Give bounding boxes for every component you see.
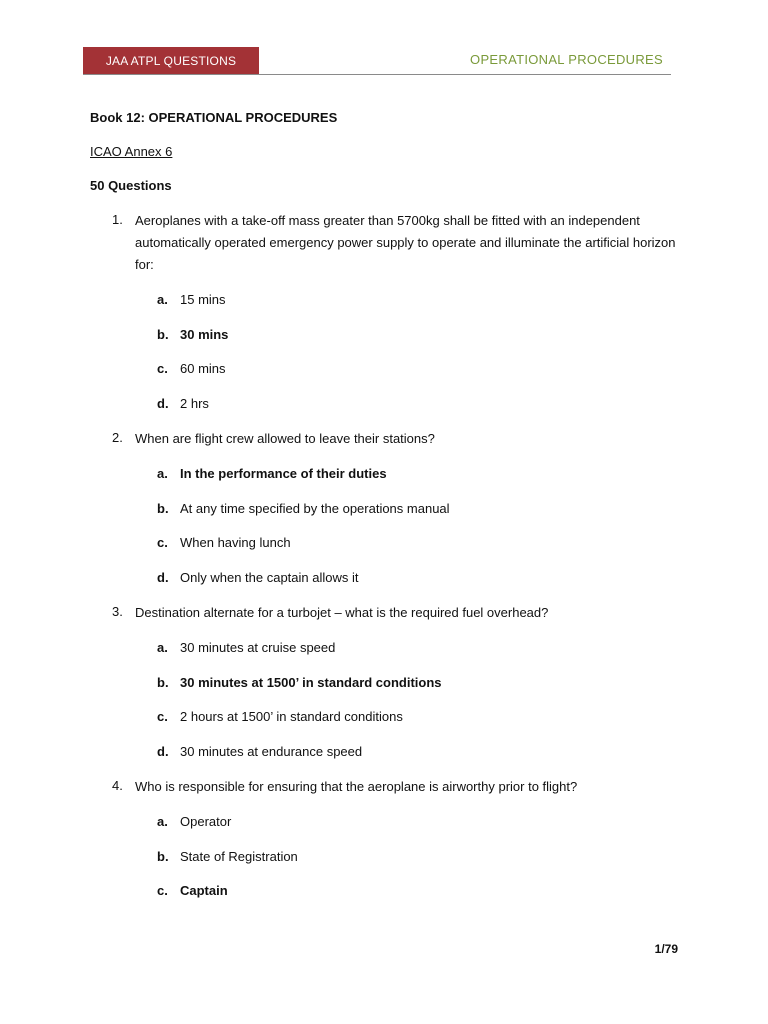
answer-options (135, 290, 690, 414)
option-text: Only when the captain allows it (180, 569, 359, 585)
answer-option (135, 881, 690, 901)
header-divider (83, 74, 671, 75)
answer-option (135, 673, 690, 693)
answer-options (135, 812, 690, 901)
question-text: When are flight crew allowed to leave their stations? (135, 431, 435, 446)
header-right-title: OPERATIONAL PROCEDURES (470, 52, 663, 67)
option-text: In the performance of their duties (180, 466, 387, 481)
question-number: 2. (112, 430, 123, 445)
answer-options (135, 464, 690, 588)
option-text: Captain (180, 883, 228, 898)
answer-option (135, 499, 690, 519)
option-letter: b. (157, 500, 169, 516)
answer-option (135, 394, 690, 414)
book-title: Book 12: OPERATIONAL PROCEDURES (90, 110, 338, 125)
question-item (90, 210, 690, 414)
option-text: 60 mins (180, 361, 226, 376)
header-tab (83, 47, 259, 74)
question-count: 50 Questions (90, 178, 172, 193)
option-letter: a. (157, 814, 168, 829)
option-letter: a. (157, 466, 168, 481)
option-letter: d. (157, 743, 169, 759)
page-number: 1/79 (654, 942, 678, 956)
question-text: Who is responsible for ensuring that the aeroplane is airworthy prior to flight? (135, 779, 578, 794)
answer-option (135, 533, 690, 553)
answer-options (135, 638, 690, 762)
answer-option (135, 707, 690, 727)
question-number: 1. (112, 212, 123, 227)
answer-option (135, 359, 690, 379)
answer-option (135, 812, 690, 832)
option-letter: c. (157, 361, 168, 376)
option-text: When having lunch (180, 535, 291, 550)
option-letter: b. (157, 326, 169, 342)
section-title: ICAO Annex 6 (90, 144, 173, 159)
answer-option (135, 638, 690, 658)
option-text: 30 minutes at 1500’ in standard conditions (180, 674, 442, 690)
answer-option (135, 325, 690, 345)
answer-option (135, 847, 690, 867)
option-text: State of Registration (180, 848, 298, 864)
document-body (90, 108, 690, 916)
option-text: 30 minutes at cruise speed (180, 640, 336, 655)
header-left-title: JAA ATPL QUESTIONS (105, 53, 237, 68)
option-letter: a. (157, 292, 168, 307)
option-text: 30 minutes at endurance speed (180, 743, 363, 759)
option-text: 30 mins (180, 326, 229, 342)
option-letter: c. (157, 709, 168, 724)
option-letter: d. (157, 569, 169, 585)
option-text: At any time specified by the operations manual (180, 500, 450, 516)
question-list (90, 210, 690, 901)
question-item (90, 776, 690, 901)
answer-option (135, 464, 690, 484)
option-letter: c. (157, 883, 168, 898)
option-text: 2 hours at 1500’ in standard conditions (180, 709, 403, 724)
question-text: Aeroplanes with a take-off mass greater than 5700kg shall be fitted with an independent automatically operated emergency power supply to operate and illuminate the artificial horizon for: (135, 213, 676, 272)
answer-option (135, 290, 690, 310)
option-letter: c. (157, 535, 168, 550)
answer-option (135, 568, 690, 588)
option-letter: b. (157, 674, 169, 690)
option-letter: d. (157, 395, 169, 411)
question-text: Destination alternate for a turbojet – what is the required fuel overhead? (135, 605, 549, 620)
option-letter: b. (157, 848, 169, 864)
answer-option (135, 742, 690, 762)
question-item (90, 428, 690, 588)
question-item (90, 602, 690, 762)
question-number: 3. (112, 604, 123, 619)
question-number: 4. (112, 778, 123, 793)
option-text: 15 mins (180, 292, 226, 307)
option-text: Operator (180, 814, 232, 829)
option-text: 2 hrs (180, 395, 209, 411)
option-letter: a. (157, 640, 168, 655)
